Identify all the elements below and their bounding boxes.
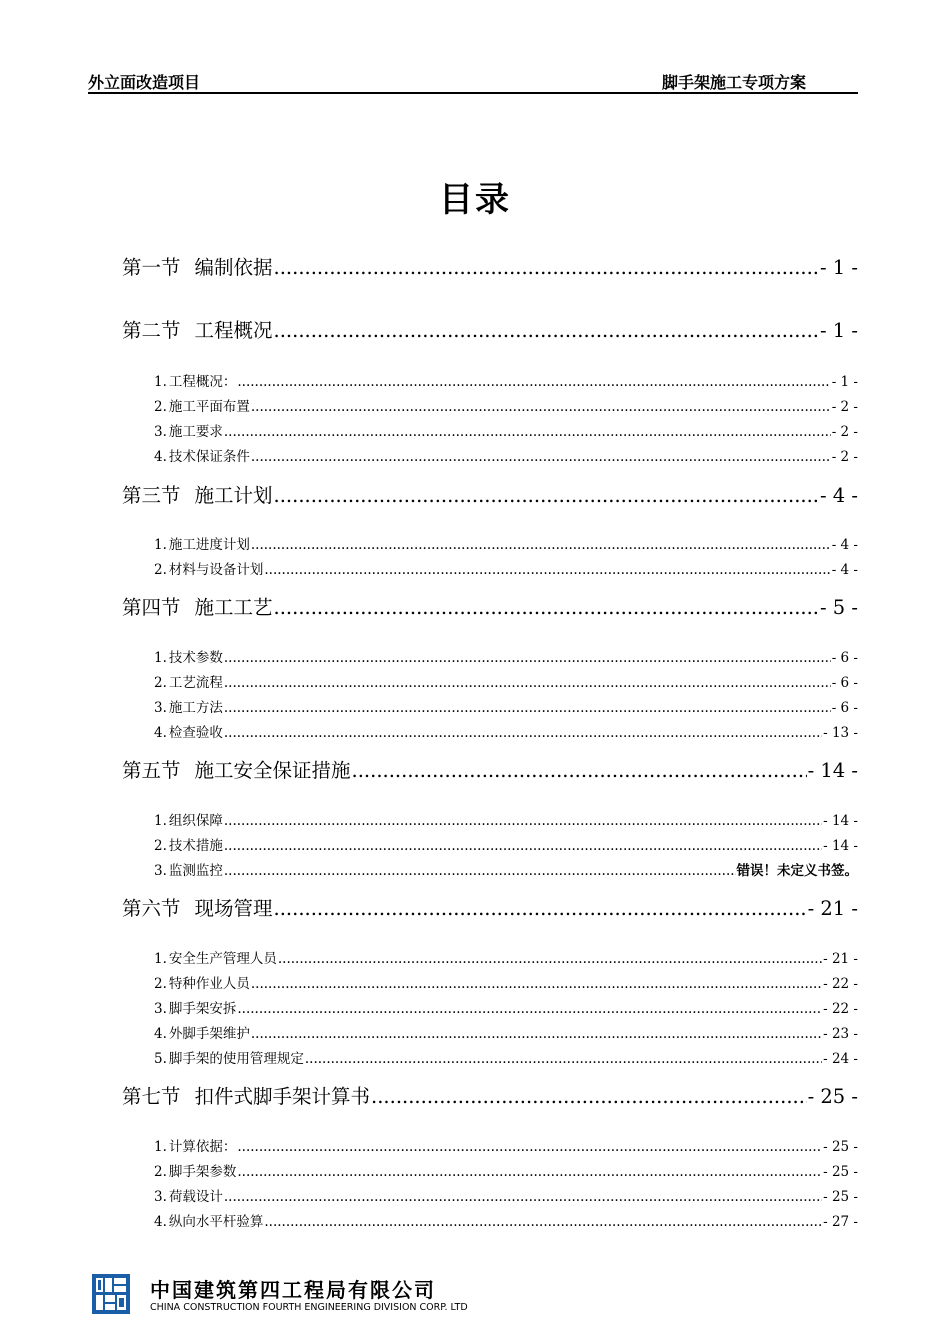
toc-leader bbox=[251, 449, 831, 465]
toc-page: - 4 - bbox=[831, 537, 858, 553]
toc-item[interactable]: 1. 安全生产管理人员 ..... - 21 - bbox=[122, 947, 858, 967]
company-name-cn: 中国建筑第四工程局有限公司 bbox=[150, 1278, 436, 1302]
toc-label: 技术参数 bbox=[168, 650, 223, 666]
toc-leader bbox=[251, 537, 831, 553]
toc-item[interactable]: 2. 施工平面布置 ..... - 2 - bbox=[122, 395, 858, 415]
toc-leader bbox=[237, 1164, 822, 1180]
toc-page: - 27 - bbox=[823, 1214, 858, 1230]
toc-label: 计算依据： bbox=[168, 1139, 237, 1155]
page-header bbox=[88, 68, 858, 94]
toc-leader bbox=[352, 759, 807, 782]
toc-item[interactable]: 3. 荷载设计 ..... - 25 - bbox=[122, 1185, 858, 1205]
toc-page: - 1 - bbox=[820, 319, 858, 342]
toc-leader bbox=[237, 374, 830, 390]
toc-label: 工程概况： bbox=[168, 374, 237, 390]
toc-page: - 22 - bbox=[823, 1001, 858, 1017]
toc-leader bbox=[251, 399, 831, 415]
toc-page: - 22 - bbox=[823, 976, 858, 992]
toc-item[interactable]: 1. 施工进度计划 ..... - 4 - bbox=[122, 533, 858, 553]
toc-leader bbox=[274, 596, 819, 619]
toc-leader bbox=[224, 1189, 822, 1205]
toc-label: 脚手架的使用管理规定 bbox=[168, 1051, 304, 1067]
toc-label: 技术保证条件 bbox=[168, 449, 250, 465]
toc-label: 施工安全保证措施 bbox=[194, 759, 351, 782]
toc-leader bbox=[224, 725, 822, 741]
toc-label: 脚手架安拆 bbox=[168, 1001, 237, 1017]
toc-item[interactable]: 4. 纵向水平杆验算 ..... - 27 - bbox=[122, 1210, 858, 1230]
page-footer bbox=[92, 1272, 512, 1318]
toc-title: 目录 bbox=[439, 180, 511, 220]
toc-page: - 23 - bbox=[823, 1026, 858, 1042]
toc-item[interactable]: 2. 技术措施 ..... - 14 - bbox=[122, 834, 858, 854]
toc-section-3[interactable]: 第三节 施工计划 ..... - 4 - bbox=[122, 480, 858, 508]
toc-label: 技术措施 bbox=[168, 838, 223, 854]
toc-leader bbox=[224, 675, 831, 691]
toc-page-error: 错误！未定义书签。 bbox=[736, 863, 858, 879]
toc-leader bbox=[251, 976, 822, 992]
toc-label: 脚手架参数 bbox=[168, 1164, 237, 1180]
toc-label: 荷载设计 bbox=[168, 1189, 223, 1205]
toc-leader bbox=[237, 1139, 822, 1155]
toc-item[interactable]: 3. 监测监控 ..... 错误！未定义书签。 bbox=[122, 859, 858, 879]
toc-item[interactable]: 2. 工艺流程 ..... - 6 - bbox=[122, 671, 858, 691]
toc-leader bbox=[264, 562, 830, 578]
toc-leader bbox=[371, 1085, 807, 1108]
toc-page: - 14 - bbox=[807, 759, 858, 782]
toc-section-7[interactable]: 第七节 扣件式脚手架计算书 ..... - 25 - bbox=[122, 1081, 858, 1109]
toc-page: - 14 - bbox=[823, 838, 858, 854]
toc-page: - 5 - bbox=[820, 596, 858, 619]
toc-leader bbox=[278, 951, 822, 967]
toc-item[interactable]: 5. 脚手架的使用管理规定 ..... - 24 - bbox=[122, 1047, 858, 1067]
toc-item[interactable]: 1. 技术参数 ..... - 6 - bbox=[122, 646, 858, 666]
toc-page: - 25 - bbox=[823, 1139, 858, 1155]
toc-leader bbox=[224, 424, 831, 440]
toc-page: - 6 - bbox=[831, 675, 858, 691]
toc-item[interactable]: 4. 技术保证条件 ..... - 2 - bbox=[122, 445, 858, 465]
toc-label: 外脚手架维护 bbox=[168, 1026, 250, 1042]
toc-label: 施工要求 bbox=[168, 424, 223, 440]
toc-label: 工程概况 bbox=[194, 319, 273, 342]
toc-page: - 6 - bbox=[831, 700, 858, 716]
toc-section-4[interactable]: 第四节 施工工艺 ..... - 5 - bbox=[122, 592, 858, 620]
toc-page: - 6 - bbox=[831, 650, 858, 666]
toc-leader bbox=[224, 700, 831, 716]
toc-leader bbox=[224, 813, 822, 829]
toc-leader bbox=[305, 1051, 822, 1067]
toc-leader bbox=[274, 319, 819, 342]
toc-leader bbox=[274, 256, 819, 279]
toc-page: - 21 - bbox=[807, 897, 858, 920]
header-document-name: 脚手架施工专项方案 bbox=[661, 73, 806, 92]
toc-page: - 21 - bbox=[823, 951, 858, 967]
toc-label: 工艺流程 bbox=[168, 675, 223, 691]
toc-label: 施工方法 bbox=[168, 700, 223, 716]
toc-item[interactable]: 3. 施工方法 ..... - 6 - bbox=[122, 696, 858, 716]
toc-leader bbox=[274, 484, 819, 507]
toc-label: 安全生产管理人员 bbox=[168, 951, 277, 967]
toc-label: 检查验收 bbox=[168, 725, 223, 741]
toc-label: 施工平面布置 bbox=[168, 399, 250, 415]
toc-section-6[interactable]: 第六节 现场管理 ..... - 21 - bbox=[122, 893, 858, 921]
toc-leader bbox=[224, 650, 831, 666]
toc-page: - 25 - bbox=[807, 1085, 858, 1108]
toc-item[interactable]: 1. 计算依据： ..... - 25 - bbox=[122, 1135, 858, 1155]
toc-page: - 24 - bbox=[823, 1051, 858, 1067]
toc-leader bbox=[264, 1214, 822, 1230]
toc-page: - 14 - bbox=[823, 813, 858, 829]
company-name-en: CHINA CONSTRUCTION FOURTH ENGINEERING DIVISION CORP. LTD bbox=[150, 1302, 468, 1313]
toc-item[interactable]: 2. 材料与设备计划 ..... - 4 - bbox=[122, 558, 858, 578]
toc-leader bbox=[224, 863, 736, 879]
toc-page: - 2 - bbox=[831, 399, 858, 415]
toc-page: - 13 - bbox=[823, 725, 858, 741]
toc-item[interactable]: 2. 特种作业人员 ..... - 22 - bbox=[122, 972, 858, 992]
toc-section-2[interactable]: 第二节 工程概况 ..... - 1 - bbox=[122, 315, 858, 343]
toc-leader bbox=[251, 1026, 822, 1042]
toc-page: - 1 - bbox=[820, 256, 858, 279]
toc-leader bbox=[237, 1001, 822, 1017]
toc-page: - 25 - bbox=[823, 1189, 858, 1205]
toc-label: 扣件式脚手架计算书 bbox=[194, 1085, 371, 1108]
toc-page: - 25 - bbox=[823, 1164, 858, 1180]
toc-label: 现场管理 bbox=[194, 897, 273, 920]
toc-label: 施工进度计划 bbox=[168, 537, 250, 553]
toc-item[interactable]: 4. 外脚手架维护 ..... - 23 - bbox=[122, 1022, 858, 1042]
toc-label: 施工工艺 bbox=[194, 596, 273, 619]
toc-label: 组织保障 bbox=[168, 813, 223, 829]
company-logo-icon bbox=[92, 1274, 130, 1314]
toc-item[interactable]: 3. 脚手架安拆 ..... - 22 - bbox=[122, 997, 858, 1017]
toc-page: - 2 - bbox=[831, 449, 858, 465]
toc-label: 纵向水平杆验算 bbox=[168, 1214, 264, 1230]
toc-leader bbox=[274, 897, 807, 920]
toc-page: - 2 - bbox=[831, 424, 858, 440]
toc-item[interactable]: 4. 检查验收 ..... - 13 - bbox=[122, 721, 858, 741]
toc-page: - 1 - bbox=[831, 374, 858, 390]
toc-section-5[interactable]: 第五节 施工安全保证措施 ..... - 14 - bbox=[122, 755, 858, 783]
toc-label: 监测监控 bbox=[168, 863, 223, 879]
toc-label: 施工计划 bbox=[194, 484, 273, 507]
toc-label: 材料与设备计划 bbox=[168, 562, 264, 578]
toc-item[interactable]: 3. 施工要求 ..... - 2 - bbox=[122, 420, 858, 440]
header-project-name: 外立面改造项目 bbox=[88, 73, 201, 92]
toc-label: 编制依据 bbox=[194, 256, 273, 279]
toc-page: - 4 - bbox=[831, 562, 858, 578]
toc-label: 特种作业人员 bbox=[168, 976, 250, 992]
toc-item[interactable]: 1. 组织保障 ..... - 14 - bbox=[122, 809, 858, 829]
toc-item[interactable]: 2. 脚手架参数 ..... - 25 - bbox=[122, 1160, 858, 1180]
toc-page: - 4 - bbox=[820, 484, 858, 507]
toc-leader bbox=[224, 838, 822, 854]
toc-item[interactable]: 1. 工程概况： ..... - 1 - bbox=[122, 370, 858, 390]
toc-section-1[interactable]: 第一节 编制依据 ..... - 1 - bbox=[122, 252, 858, 280]
